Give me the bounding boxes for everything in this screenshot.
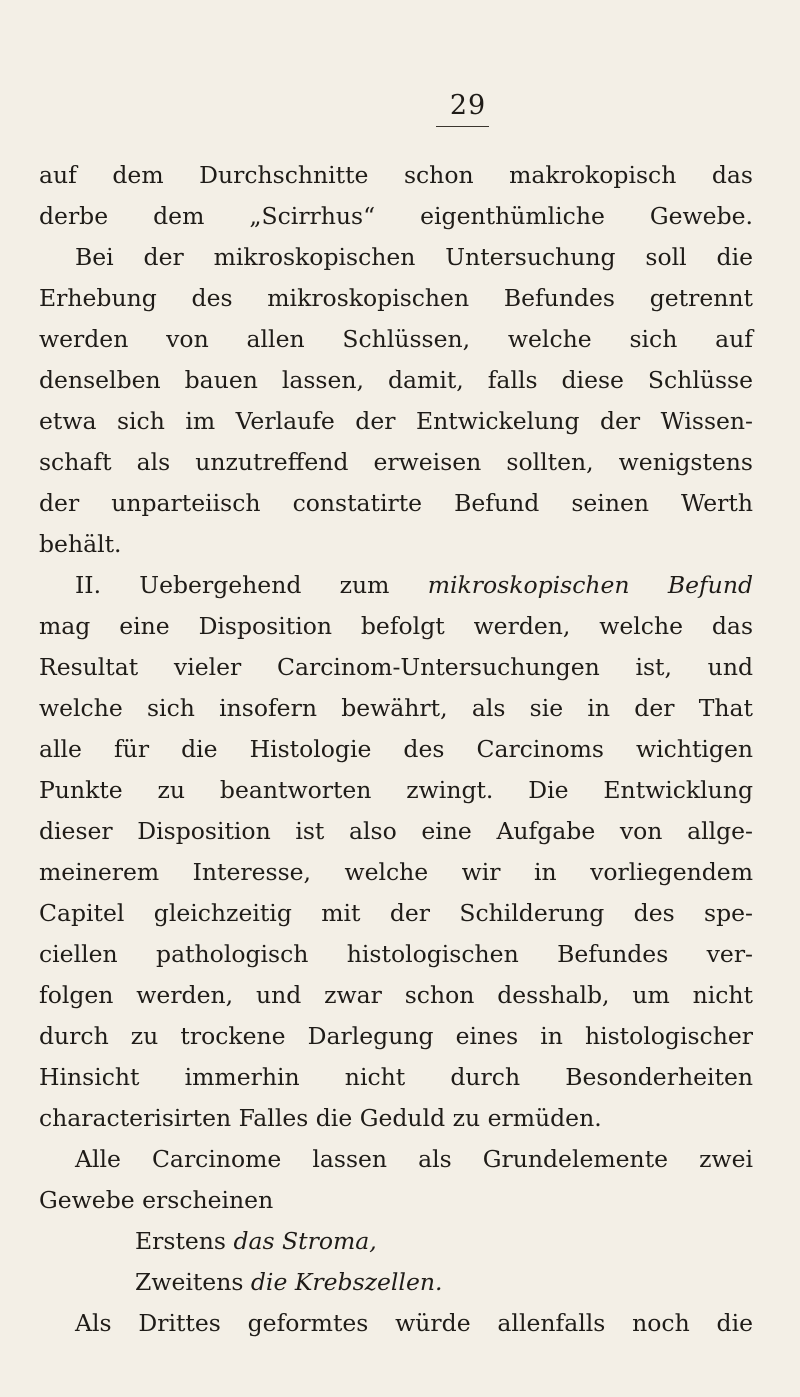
text-line: dieser Disposition ist also eine Aufgabe von allge- [39,817,753,845]
text-line: derbe dem „Scirrhus“ eigenthümliche Gewebe. [39,202,753,230]
page-number: 29 [449,90,487,121]
text-line: Capitel gleichzeitig mit der Schilderung des spe- [39,899,753,927]
text-line: Als Drittes geformtes würde allenfalls noch die [75,1309,753,1337]
text-line: schaft als unzutreffend erweisen sollten, wenigstens [39,448,753,476]
header-rule [436,126,489,127]
text-line: Erhebung des mikroskopischen Befundes getrennt [39,284,753,312]
text-line: denselben bauen lassen, damit, falls diese Schlüsse [39,366,753,394]
text-line: Bei der mikroskopischen Untersuchung soll die [75,243,753,271]
text-line: Erstens das Stroma, [135,1227,377,1255]
text-line: Resultat vieler Carcinom-Untersuchungen ist, und [39,653,753,681]
text-line: mag eine Disposition befolgt werden, welche das [39,612,753,640]
text-line: Zweitens die Krebszellen. [135,1268,443,1296]
text-line: Alle Carcinome lassen als Grundelemente zwei [75,1145,753,1173]
text-line: II. Uebergehend zum mikroskopischen Befund [75,571,753,599]
text-line: auf dem Durchschnitte schon makrokopisch das [39,161,753,189]
text-line: behält. [39,530,122,558]
text-line: characterisirten Falles die Geduld zu ermüden. [39,1104,602,1132]
text-line: Punkte zu beantworten zwingt. Die Entwicklung [39,776,753,804]
text-line: der unparteiisch constatirte Befund seinen Werth [39,489,753,517]
text-line: ciellen pathologisch histologischen Befundes ver- [39,940,753,968]
text-line: meinerem Interesse, welche wir in vorliegendem [39,858,753,886]
text-line: welche sich insofern bewährt, als sie in der That [39,694,753,722]
text-line: werden von allen Schlüssen, welche sich auf [39,325,753,353]
body-text [39,155,753,1344]
text-line: durch zu trockene Darlegung eines in histologischer [39,1022,753,1050]
text-line: folgen werden, und zwar schon desshalb, um nicht [39,981,753,1009]
text-line: Gewebe erscheinen [39,1186,274,1214]
text-line: Hinsicht immerhin nicht durch Besonderheiten [39,1063,753,1091]
text-line: alle für die Histologie des Carcinoms wichtigen [39,735,753,763]
text-line: etwa sich im Verlaufe der Entwickelung der Wissen- [39,407,753,435]
